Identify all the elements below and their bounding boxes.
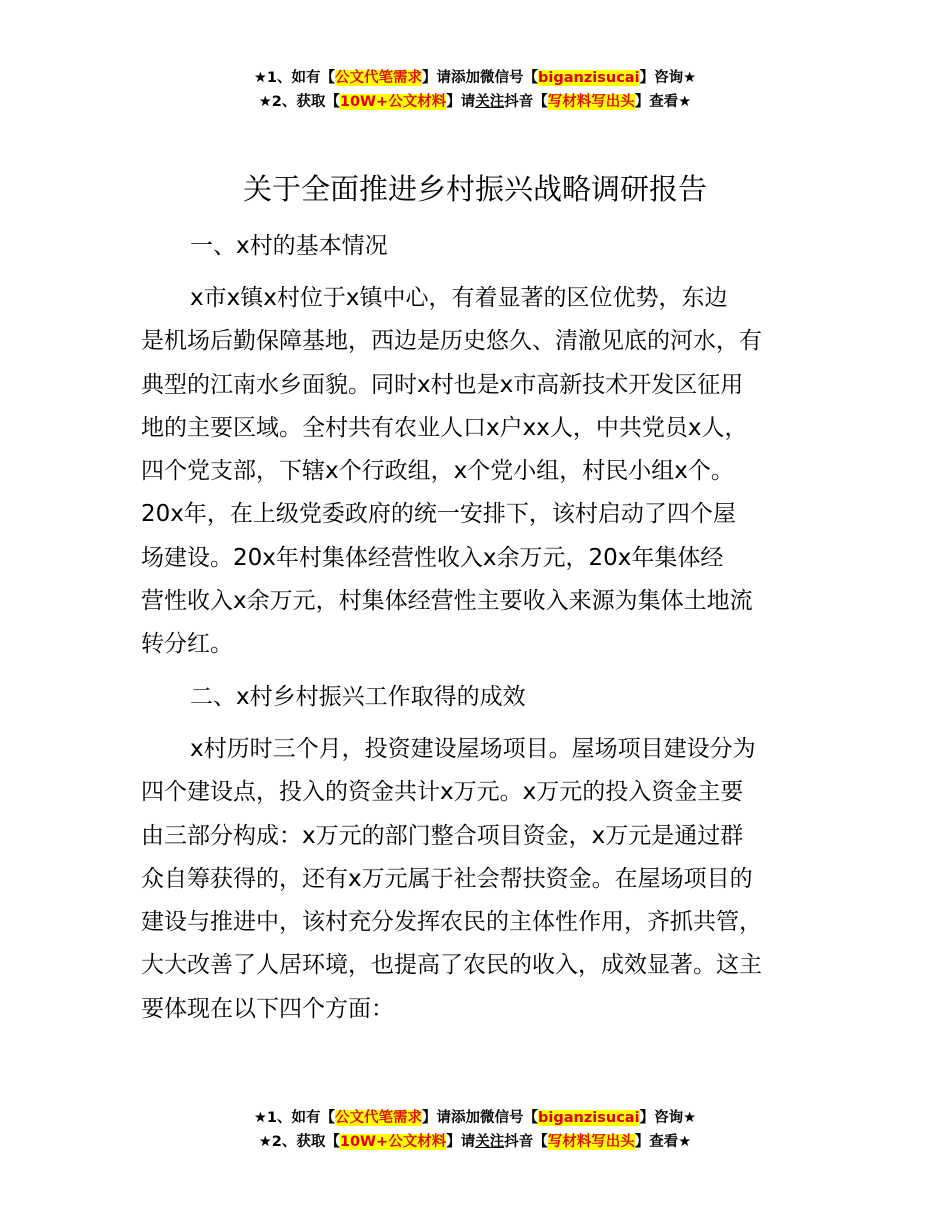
promo-banner-top [0,66,950,114]
promo-line-2 [0,90,950,114]
paragraph-line: 四个建设点，投入的资金共计x万元。x万元的投入资金主要 [141,779,744,806]
promo-highlight: 10W+公文材料 [339,1134,447,1150]
paragraph-line: 地的主要区域。全村共有农业人口x户xx人，中共党员x人， [141,414,748,441]
promo-highlight: 10W+公文材料 [339,94,447,110]
paragraph-line: 营性收入x余万元，村集体经营性主要收入来源为集体土地流 [141,588,753,615]
paragraph-line: 场建设。20x年村集体经营性收入x余万元，20x年集体经 [141,544,724,571]
paragraph-line: x市x镇x村位于x镇中心，有着显著的区位优势，东边 [190,285,728,311]
paragraph-line: x村历时三个月，投资建设屋场项目。屋场项目建设分为 [190,736,756,762]
promo-text: 】请 [446,1134,476,1150]
promo-text: ★2、获取【 [258,94,340,110]
promo-highlight: 公文代笔需求 [335,70,423,86]
promo-highlight: biganzisucai [538,70,640,86]
promo-highlight: 公文代笔需求 [335,1110,423,1126]
paragraph-line: 由三部分构成：x万元的部门整合项目资金，x万元是通过群 [141,822,744,849]
promo-highlight: 写材料写出头 [547,1134,635,1150]
promo-text: 】查看★ [634,94,692,110]
promo-text: 】请 [446,94,476,110]
promo-line-1 [0,66,950,90]
promo-highlight: biganzisucai [538,1110,640,1126]
section-heading-2: 二、x村乡村振兴工作取得的成效 [190,684,526,710]
promo-underlined: 关注 [475,1134,505,1150]
paragraph-line: 建设与推进中，该村充分发挥农民的主体性作用，齐抓共管， [141,909,762,936]
promo-text: 抖音【 [504,94,548,110]
promo-text: 】咨询★ [639,70,697,86]
promo-text: ★1、如有【 [253,1110,336,1126]
promo-banner-bottom [0,1106,950,1154]
paragraph-line: 要体现在以下四个方面： [141,995,394,1022]
paragraph-line: 20x年，在上级党委政府的统一安排下，该村启动了四个屋 [141,501,736,528]
promo-line-2 [0,1130,950,1154]
paragraph-line: 典型的江南水乡面貌。同时x村也是x市高新技术开发区征用 [141,371,744,398]
promo-text: 】请添加微信号【 [422,1110,539,1126]
promo-text: 抖音【 [504,1134,548,1150]
paragraph-line: 是机场后勤保障基地，西边是历史悠久、清澈见底的河水，有 [141,328,762,355]
paragraph-line: 四个党支部，下辖x个行政组，x个党小组，村民小组x个。 [141,458,734,485]
section-heading-1: 一、x村的基本情况 [190,233,388,259]
promo-text: 】请添加微信号【 [422,70,539,86]
promo-line-1 [0,1106,950,1130]
paragraph-line: 转分红。 [141,631,233,658]
paragraph-line: 众自筹获得的，还有x万元属于社会帮扶资金。在屋场项目的 [141,865,753,892]
promo-underlined: 关注 [475,94,505,110]
document-title: 关于全面推进乡村振兴战略调研报告 [242,172,707,206]
promo-text: 】查看★ [634,1134,692,1150]
promo-text: 】咨询★ [639,1110,697,1126]
paragraph-line: 大大改善了人居环境，也提高了农民的收入，成效显著。这主 [141,952,762,979]
paragraph-2 [141,728,821,1031]
promo-text: ★1、如有【 [253,70,336,86]
promo-highlight: 写材料写出头 [547,94,635,110]
paragraph-1 [141,277,821,667]
promo-text: ★2、获取【 [258,1134,340,1150]
